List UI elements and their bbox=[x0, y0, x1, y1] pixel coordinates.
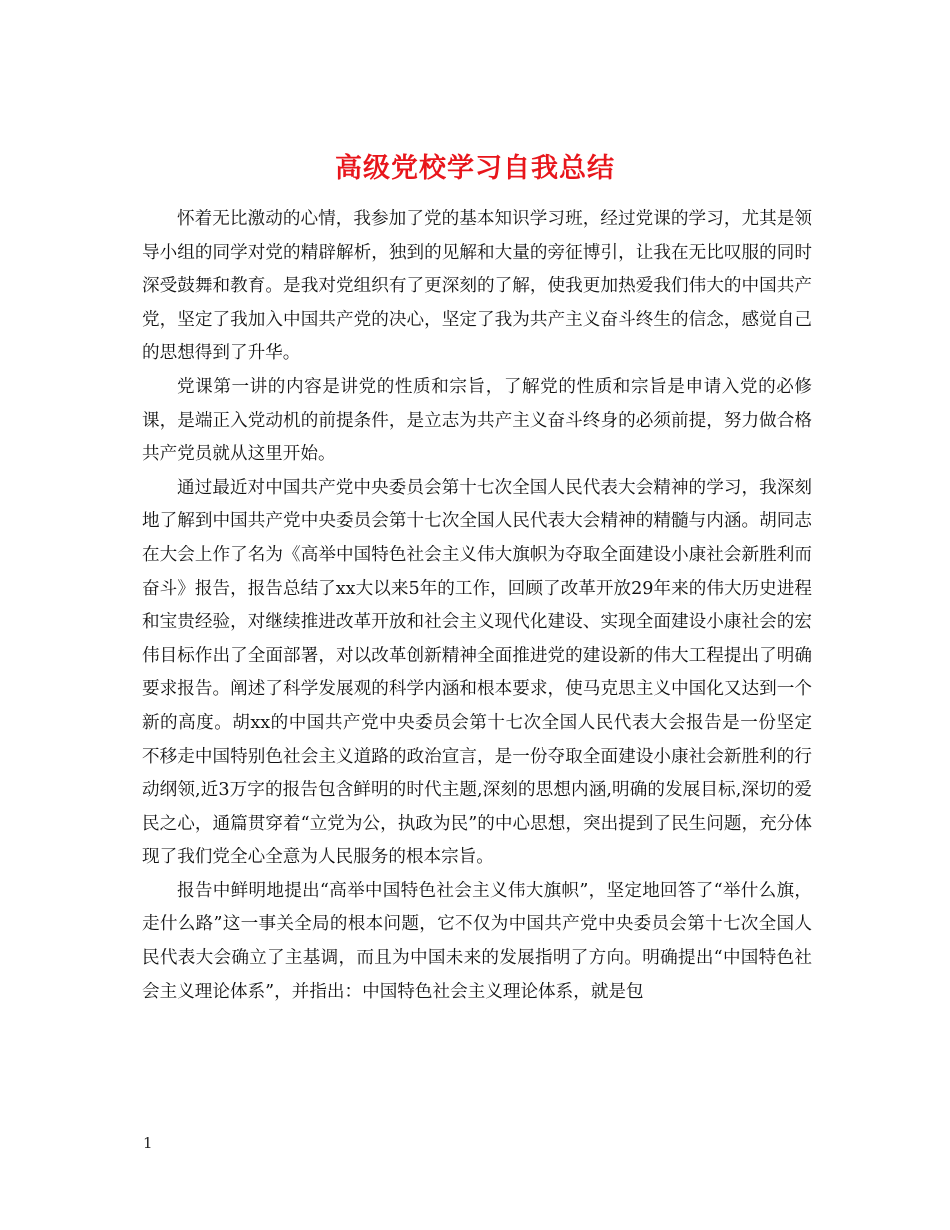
document-title: 高级党校学习自我总结 bbox=[335, 153, 615, 185]
paragraph-2: 党课第一讲的内容是讲党的性质和宗旨，了解党的性质和宗旨是申请入党的必修课，是端正入党动机的前提条件，是立志为共产主义奋斗终身的必须前提，努力做合格共产党员就从这里开始。 bbox=[142, 376, 812, 465]
paragraph-1: 怀着无比激动的心情，我参加了党的基本知识学习班，经过党课的学习，尤其是领导小组的同学对党的精辟解析，独到的见解和大量的旁征博引，让我在无比叹服的同时深受鼓舞和教育。是我对党组织有了更深刻的了解，使我更加热爱我们伟大的中国共产党，坚定了我加入中国共产党的决心，坚定了我为共产主义奋斗终生的信念，感觉自己的思想得到了升华。 bbox=[142, 209, 812, 364]
paragraph-4: 报告中鲜明地提出“高举中国特色社会主义伟大旗帜”，坚定地回答了“举什么旗，走什么路”这一事关全局的根本问题，它不仅为中国共产党中央委员会第十七次全国人民代表大会确立了主基调，而且为中国未来的发展指明了方向。明确提出“中国特色社会主义理论体系”，并指出：中国特色社会主义理论体系，就是包 bbox=[142, 880, 812, 1002]
page-number: 1 bbox=[143, 1134, 153, 1152]
paragraph-3: 通过最近对中国共产党中央委员会第十七次全国人民代表大会精神的学习，我深刻地了解到中国共产党中央委员会第十七次全国人民代表大会精神的精髓与内涵。胡同志在大会上作了名为《高举中国特色社会主义伟大旗帜为夺取全面建设小康社会新胜利而奋斗》报告，报告总结了xx大以来5年的工作，回顾了改革开放29年来的伟大历史进程和宝贵经验，对继续推进改革开放和社会主义现代化建设、实现全面建设小康社会的宏伟目标作出了全面部署，对以改革创新精神全面推进党的建设新的伟大工程提出了明确要求报告。阐述了科学发展观的科学内涵和根本要求，使马克思主义中国化又达到一个新的高度。胡xx的中国共产党中央委员会第十七次全国人民代表大会报告是一份坚定不移走中国特别色社会主义道路的政治宣言，是一份夺取全面建设小康社会新胜利的行动纲领,近3万字的报告包含鲜明的时代主题,深刻的思想内涵,明确的发展目标,深切的爱民之心，通篇贯穿着“立党为公，执政为民”的中心思想，突出提到了民生问题，充分体现了我们党全心全意为人民服务的根本宗旨。 bbox=[142, 477, 812, 868]
document-body bbox=[142, 203, 812, 1009]
